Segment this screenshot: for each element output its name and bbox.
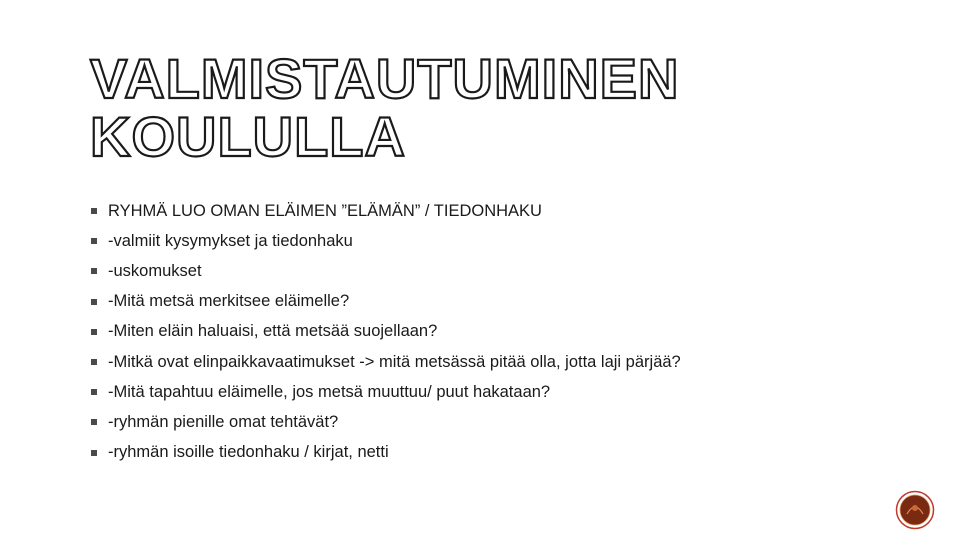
bullet-item bbox=[88, 377, 908, 407]
square-bullet-icon bbox=[91, 419, 97, 425]
square-bullet-icon bbox=[91, 299, 97, 305]
bullet-text: -Mitä metsä merkitsee eläimelle? bbox=[108, 292, 350, 311]
bullet-item bbox=[88, 407, 908, 437]
title-line-2: KOULULLA bbox=[90, 105, 406, 168]
bullet-list bbox=[88, 196, 908, 468]
bullet-item bbox=[88, 317, 908, 347]
square-bullet-icon bbox=[91, 268, 97, 274]
bullet-text: -uskomukset bbox=[108, 261, 202, 280]
slide-title bbox=[90, 47, 790, 168]
square-bullet-icon bbox=[91, 329, 97, 335]
round-emblem-icon bbox=[895, 490, 935, 530]
bullet-text: -Mitkä ovat elinpaikkavaatimukset -> mitä metsässä pitää olla, jotta laji pärjää? bbox=[108, 352, 681, 371]
bullet-item bbox=[88, 196, 908, 226]
bullet-item bbox=[88, 256, 908, 286]
bullet-text: -ryhmän pienille omat tehtävät? bbox=[108, 412, 339, 431]
bullet-item bbox=[88, 226, 908, 256]
bullet-text: RYHMÄ LUO OMAN ELÄIMEN ”ELÄMÄN” / TIEDONHAKU bbox=[108, 201, 542, 220]
bullet-text: -Mitä tapahtuu eläimelle, jos metsä muuttuu/ puut hakataan? bbox=[108, 382, 551, 401]
square-bullet-icon bbox=[91, 208, 97, 214]
title-line-1: VALMISTAUTUMINEN bbox=[90, 47, 680, 110]
bullet-item bbox=[88, 438, 908, 468]
bullet-item bbox=[88, 287, 908, 317]
bullet-text: -ryhmän isoille tiedonhaku / kirjat, netti bbox=[108, 443, 389, 462]
bullet-text: -valmiit kysymykset ja tiedonhaku bbox=[108, 231, 353, 250]
bullet-text: -Miten eläin haluaisi, että metsää suojellaan? bbox=[108, 322, 438, 341]
square-bullet-icon bbox=[91, 450, 97, 456]
bullet-item bbox=[88, 347, 908, 377]
square-bullet-icon bbox=[91, 359, 97, 365]
square-bullet-icon bbox=[91, 389, 97, 395]
square-bullet-icon bbox=[91, 238, 97, 244]
